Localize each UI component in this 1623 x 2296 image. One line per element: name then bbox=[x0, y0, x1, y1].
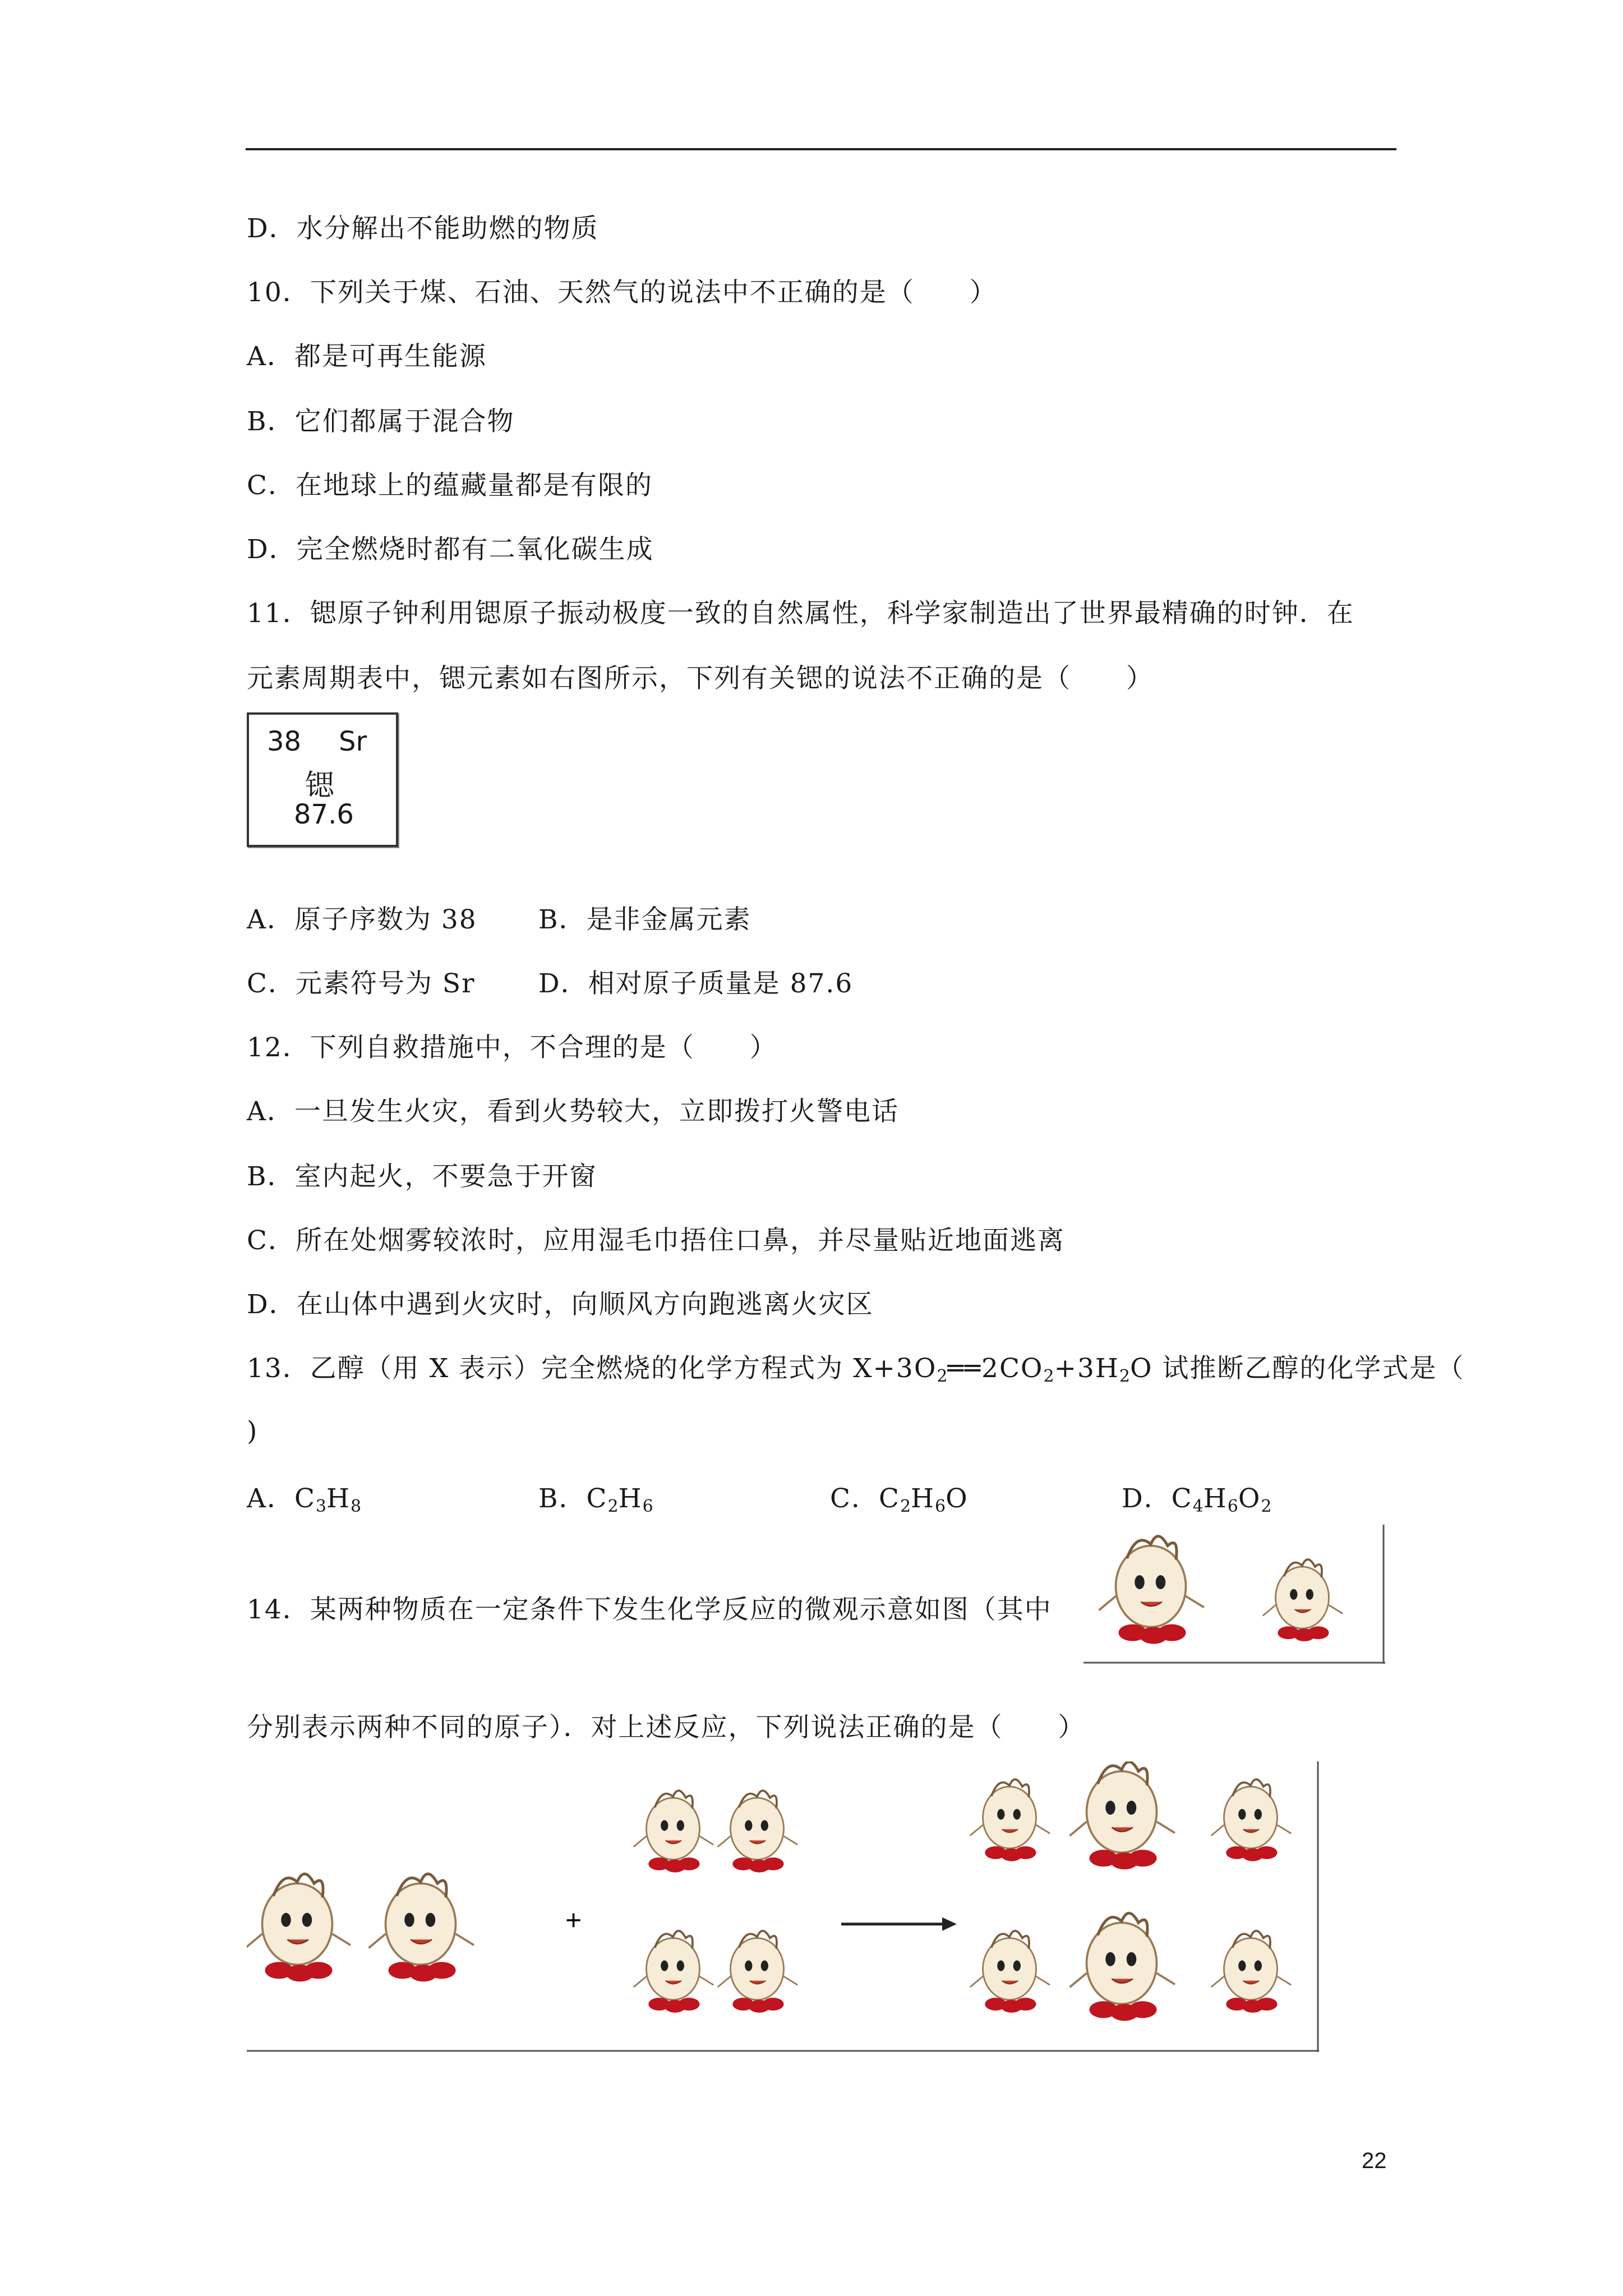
q11-option-d: D．相对原子质量是 87.6 bbox=[538, 968, 854, 999]
element-symbol: Sr bbox=[339, 726, 367, 757]
strontium-element-card bbox=[247, 712, 398, 847]
q10-option-c: C．在地球上的蕴藏量都是有限的 bbox=[247, 470, 653, 501]
q13-stem-line1: 13．乙醇（用 X 表示）完全燃烧的化学方程式为 $X+3O_2══2CO_2+3H_2O$ 试推断乙醇的化学式是（ bbox=[247, 1353, 1465, 1386]
product-molecule-1 bbox=[970, 1762, 1292, 1870]
reactant-small-molecule-2 bbox=[634, 1931, 798, 2013]
q12-option-a: A．一旦发生火灾，看到火势较大，立即拨打火警电话 bbox=[247, 1096, 899, 1127]
q14-stem-line1: 14．某两种物质在一定条件下发生化学反应的微观示意如图（其中 bbox=[247, 1594, 1052, 1625]
element-mass: 87.6 bbox=[294, 799, 354, 830]
q13-stem-line2: ) bbox=[247, 1416, 259, 1447]
q11-option-a: A．原子序数为 38 bbox=[247, 904, 477, 935]
q12-option-d: D．在山体中遇到火灾时，向顺风方向跑逃离火灾区 bbox=[247, 1289, 874, 1320]
q13-option-a: A．$C_3H_8$ bbox=[247, 1483, 362, 1516]
q10-stem: 10．下列关于煤、石油、天然气的说法中不正确的是（ ） bbox=[247, 277, 997, 308]
q11-option-c: C．元素符号为 Sr bbox=[247, 968, 476, 999]
plus-sign: + bbox=[565, 1904, 582, 1936]
q11-stem-line2: 元素周期表中，锶元素如右图所示，下列有关锶的说法不正确的是（ ） bbox=[247, 663, 1154, 694]
q10-option-a: A．都是可再生能源 bbox=[247, 341, 487, 372]
q11-stem-line1: 11．锶原子钟利用锶原子振动极度一致的自然属性，科学家制造出了世界最精确的时钟．在 bbox=[247, 598, 1354, 629]
q14-stem-line2: 分别表示两种不同的原子）．对上述反应，下列说法正确的是（ ） bbox=[247, 1712, 1086, 1743]
page-number: 22 bbox=[1362, 2148, 1387, 2173]
q13-option-d: D．$C_4H_6O_2$ bbox=[1122, 1483, 1272, 1516]
q13-option-c: C．$C_2H_6O$ bbox=[830, 1483, 969, 1516]
q12-stem: 12．下列自救措施中，不合理的是（ ） bbox=[247, 1032, 777, 1063]
small-atom-icon bbox=[1263, 1559, 1343, 1641]
q14-legend-figure bbox=[1083, 1525, 1386, 1665]
element-name: 锶 bbox=[305, 769, 335, 803]
reaction-arrow bbox=[841, 1917, 957, 1931]
reactant-small-molecule-1 bbox=[634, 1791, 798, 1872]
q12-option-b: B．室内起火，不要急于开窗 bbox=[247, 1161, 597, 1192]
big-atom-icon bbox=[1099, 1536, 1205, 1644]
q14-reaction-figure bbox=[247, 1761, 1324, 2053]
q10-option-b: B．它们都属于混合物 bbox=[247, 406, 515, 437]
q12-option-c: C．所在处烟雾较浓时，应用湿毛巾捂住口鼻，并尽量贴近地面逃离 bbox=[247, 1225, 1065, 1256]
header-rule bbox=[246, 148, 1396, 150]
q9-option-d: D．水分解出不能助燃的物质 bbox=[247, 213, 599, 244]
element-atomic-number: 38 bbox=[267, 726, 302, 757]
reactant-big-molecule bbox=[247, 1874, 474, 1982]
q11-option-b: B．是非金属元素 bbox=[538, 904, 751, 935]
q13-option-b: B．$C_2H_6$ bbox=[538, 1483, 653, 1516]
q10-option-d: D．完全燃烧时都有二氧化碳生成 bbox=[247, 534, 654, 565]
product-molecule-2 bbox=[970, 1913, 1292, 2021]
